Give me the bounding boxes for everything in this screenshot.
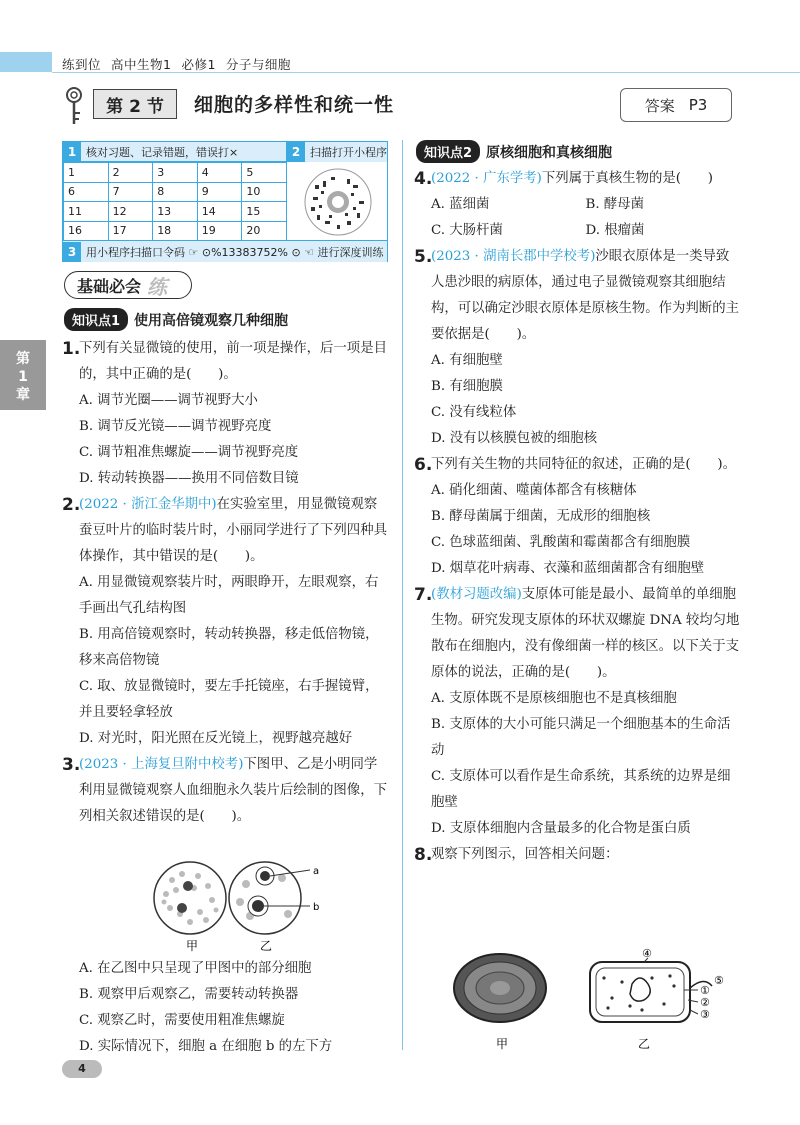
knowledge-point-2: 知识点2 原核细胞和真核细胞	[416, 140, 612, 163]
question-8: 8. 观察下列图示，回答相关问题：	[414, 845, 619, 865]
mark-4: ④	[642, 948, 652, 960]
label-yi: 乙	[260, 939, 273, 953]
mark-a: a	[313, 866, 320, 877]
label-jia: 甲	[186, 939, 199, 953]
label-yi-8: 乙	[638, 1037, 651, 1051]
q3-options: A. 在乙图中只呈现了甲图中的部分细胞 B. 观察甲后观察乙，需要转动转换器 C. 观察乙时，需要使用粗准焦螺旋 D. 实际情况下，细胞 a 在细胞 b 的左下方	[79, 961, 333, 1054]
answer-reference: 答案 P3	[620, 88, 732, 122]
mark-3: ③	[700, 1008, 710, 1021]
practice-steps-box: 1 核对习题、记录错题，错误打× 2 扫描打开小程序 1 2 3 4 5 6 7 8 9 10 11 12 13 14 15 16 17 18 19 20 3 用小程序扫描口令码 ☞ ⊙%13383752% ⊙ ☜ 进行深度训练	[62, 141, 388, 262]
key-icon	[62, 86, 96, 126]
blood-cell-figure	[150, 858, 330, 954]
left-column	[62, 336, 390, 830]
basic-label: 基础必会 练	[64, 271, 192, 299]
mark-1: ①	[700, 984, 710, 997]
column-divider	[402, 140, 403, 1050]
question-4: 4. (2022 · 广东学考)下列属于真核生物的是( ) A. 蓝细菌 B. 酵母菌 C. 大肠杆菌 D. 根瘤菌	[414, 169, 713, 238]
chapter-tab: 第 1 章	[0, 340, 46, 410]
question-1: 1. 下列有关显微镜的使用，前一项是操作，后一项是目的，其中正确的是( )。 A. 调节光圈——调节视野大小 B. 调节反光镜——调节视野亮度 C. 调节粗准焦螺旋——调节视野亮度 D. 转动转换器——换用不同倍数目镜	[62, 339, 387, 486]
mark-2: ②	[700, 996, 710, 1009]
label-jia-8: 甲	[496, 1037, 509, 1051]
mark-5: ⑤	[714, 974, 724, 987]
section-number: 第 2 节	[93, 89, 177, 119]
mini-program-code-icon[interactable]	[301, 167, 375, 237]
section-title: 细胞的多样性和统一性	[194, 94, 395, 116]
right-column	[414, 166, 740, 868]
running-header: 练到位 高中生物1 必修1 分子与细胞	[62, 57, 291, 72]
question-5: 5. (2023 · 湖南长郡中学校考)沙眼衣原体是一类导致人患沙眼的病原体，通过电子显微镜观察其细胞结构，可以确定沙眼衣原体是原核生物。作为判断的主要依据是( )。 A. 有细胞壁 B. 有细胞膜 C. 没有线粒体 D. 没有以核膜包被的细胞核	[414, 247, 739, 446]
answer-check-grid: 1 2 3 4 5 6 7 8 9 10 11 12 13 14 15 16 17 18 19 20	[63, 162, 287, 241]
header-accent-bar	[0, 52, 52, 72]
knowledge-point-1: 知识点1 使用高倍镜观察几种细胞	[64, 308, 288, 331]
cell-structure-figure	[452, 948, 732, 1056]
question-6: 6. 下列有关生物的共同特征的叙述，正确的是( )。 A. 硝化细菌、噬菌体都含有核糖体 B. 酵母菌属于细菌，无成形的细胞核 C. 色球蓝细菌、乳酸菌和霉菌都含有细胞膜 D. 烟草花叶病毒、衣藻和蓝细菌都含有细胞壁	[414, 455, 737, 576]
question-7: 7. (教材习题改编)支原体可能是最小、最简单的单细胞生物。研究发现支原体的环状双螺旋 DNA 较均匀地散布在细胞内，没有像细菌一样的核区。以下关于支原体的说法，正确的是( )。 A. 支原体既不是原核细胞也不是真核细胞 B. 支原体的大小可能只满足一个细胞基本的生命活动 C. 支原体可以看作是生命系统，其系统的边界是细胞壁 D. 支原体细胞内含量最多的化合物是蛋白质	[414, 585, 740, 836]
question-2: 2. (2022 · 浙江金华期中)在实验室里，用显微镜观察蚕豆叶片的临时装片时，小丽同学进行了下列四种具体操作，其中错误的是( )。 A. 用显微镜观察装片时，两眼睁开，左眼观察，右手画出气孔结构图 B. 用高倍镜观察时，转动转换器，移走低倍物镜，移来高倍物镜 C. 取、放显微镜时，要左手托镜座，右手握镜臂，并且要轻拿轻放 D. 对光时，阳光照在反光镜上，视野越亮越好	[62, 495, 387, 746]
question-3: 3. (2023 · 上海复旦附中校考)下图甲、乙是小明同学利用显微镜观察人血细胞永久装片后绘制的图像，下列相关叙述错误的是( )。	[62, 755, 387, 824]
page-number: 4	[62, 1060, 102, 1078]
mark-b: b	[313, 902, 320, 913]
